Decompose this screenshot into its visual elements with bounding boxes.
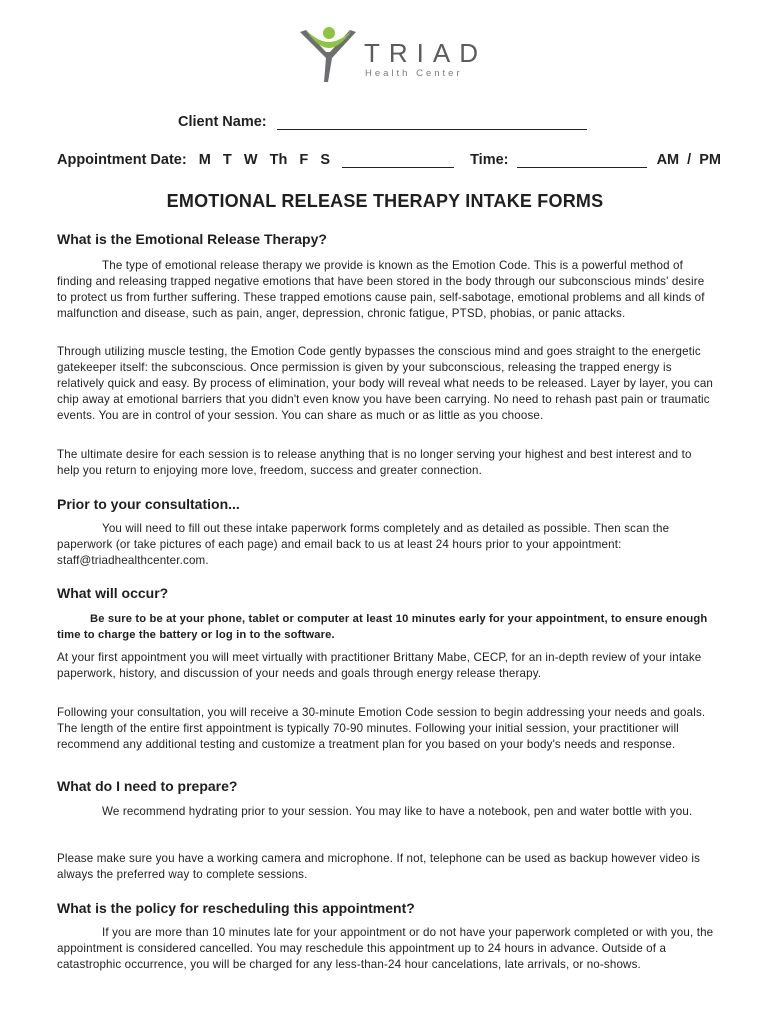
client-name-row xyxy=(178,114,587,130)
day-options[interactable]: M T W Th F S xyxy=(198,152,331,168)
brand-tagline: Health Center xyxy=(365,68,463,79)
section-heading-prepare: What do I need to prepare? xyxy=(57,778,238,794)
person-figure-icon xyxy=(298,24,360,86)
paragraph-what-is-3: The ultimate desire for each session is to release anything that is no longer serving your highest and best interest and to help you return to enjoying more love, freedom, success and greater connection. xyxy=(57,448,692,477)
page-title: EMOTIONAL RELEASE THERAPY INTAKE FORMS xyxy=(166,191,604,211)
section-heading-prior: Prior to your consultation... xyxy=(57,496,240,512)
paragraph-prepare-1: We recommend hydrating prior to your session. You may like to have a notebook, pen and water bottle with you. xyxy=(102,805,693,818)
paragraph-what-is-1: The type of emotional release therapy we provide is known as the Emotion Code. This is a powerful method of finding and releasing trapped negative emotions that have been stored in the body through our subconscious minds' desire to protect us from further suffering. These trapped emotions cause pain, self-sabotage, emotional problems and all kinds of malfunction and disease, such as pain, anger, depression, chronic fatigue, PTSD, phobias, or panic attacks. xyxy=(57,259,705,320)
paragraph-prior-1: You will need to fill out these intake paperwork forms completely and as detailed as possible. Then scan the paperwork (or take pictures of each page) and email back to us at least 24 hours prior to your appointment: staff@triadhealthcenter.com. xyxy=(57,522,670,567)
appointment-date-field[interactable] xyxy=(342,153,454,168)
paragraph-occur-2: At your first appointment you will meet virtually with practitioner Brittany Mabe, CECP, for an in-depth review of your intake paperwork, history, and discussion of your needs and goals through energy release therapy. xyxy=(57,651,702,680)
brand-name: TRIAD xyxy=(364,38,487,68)
section-heading-policy: What is the policy for rescheduling this appointment? xyxy=(57,900,415,916)
paragraph-occur-3: Following your consultation, you will receive a 30-minute Emotion Code session to begin addressing your needs and goals. The length of the entire first appointment is typically 70-90 minutes. Following your initial session, your practitioner will recommend any additional testing and customize a treatment plan for you based on your body's needs and response. xyxy=(57,706,706,751)
section-heading-what-is: What is the Emotional Release Therapy? xyxy=(57,231,327,247)
time-field[interactable] xyxy=(517,153,647,168)
triad-logo xyxy=(298,24,487,86)
time-label: Time: xyxy=(470,152,509,168)
appointment-date-label: Appointment Date: xyxy=(57,152,187,168)
paragraph-occur-1: Be sure to be at your phone, tablet or computer at least 10 minutes early for your appointment, to ensure enough time to charge the battery or log in to the software. xyxy=(57,613,708,641)
paragraph-what-is-2: Through utilizing muscle testing, the Emotion Code gently bypasses the conscious mind and goes straight to the energetic gatekeeper itself: the subconscious. Once permission is given by your subconscious, releasing the trapped energy is relatively quick and easy. By process of elimination, your body will reveal what needs to be released. Layer by layer, you can chip away at emotional barriers that you didn't even know you have been carrying. No need to rehash past pain or traumatic events. You are in control of your session. You can share as much or as little as you choose. xyxy=(57,345,714,422)
client-name-field[interactable] xyxy=(277,115,587,130)
paragraph-policy-1: If you are more than 10 minutes late for your appointment or do not have your paperwork completed or with you, the appointment is considered cancelled. You may reschedule this appointment up to 24 hours in advance. Outside of a catastrophic occurrence, you will be charged for any less-than-24 hour cancelations, late arrivals, or no-shows. xyxy=(57,926,714,971)
am-pm-options[interactable]: AM / PM xyxy=(656,152,722,168)
client-name-label: Client Name: xyxy=(178,114,267,130)
paragraph-prepare-2: Please make sure you have a working camera and microphone. If not, telephone can be used as backup however video is always the preferred way to complete sessions. xyxy=(57,852,701,881)
section-heading-occur: What will occur? xyxy=(57,585,169,601)
appointment-row xyxy=(57,152,721,168)
